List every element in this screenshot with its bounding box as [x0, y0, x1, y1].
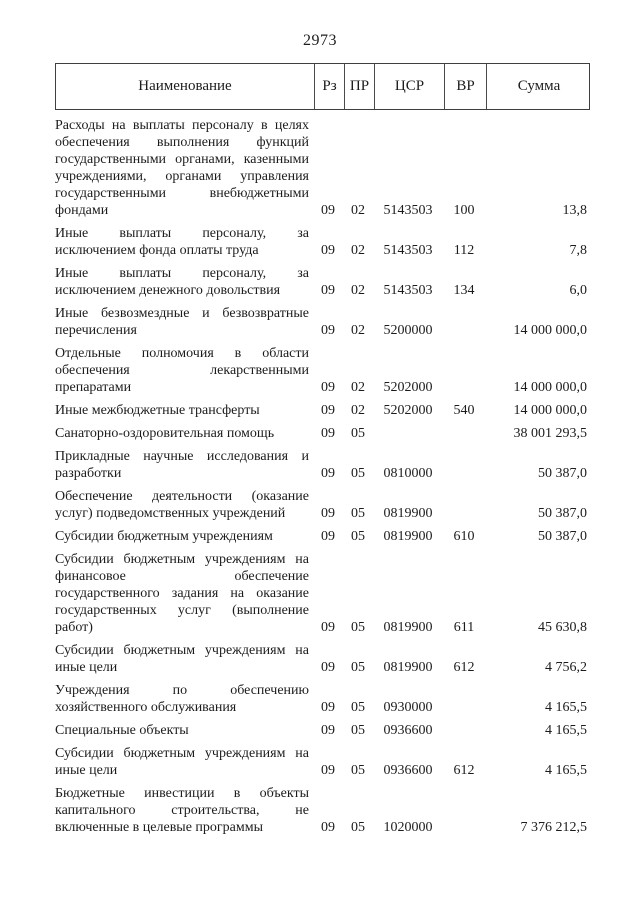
cell-sum: 38 001 293,5 [513, 426, 587, 441]
cell-sum: 4 756,2 [545, 660, 587, 675]
cell-vr: 610 [453, 529, 475, 544]
cell-vr: 612 [453, 763, 475, 778]
cell-pr: 05 [351, 660, 365, 675]
table-header-row [55, 63, 590, 110]
table-row [55, 117, 590, 219]
cell-rz: 09 [321, 243, 335, 258]
budget-table [55, 63, 590, 836]
cell-pr: 02 [351, 283, 365, 298]
cell-name: Субсидии бюджетным учреждениям на финансовое обеспечение государственного задания на оказание государственных услуг (выполнение работ) [55, 552, 309, 635]
table-row [55, 785, 590, 836]
cell-csr: 0936600 [383, 723, 433, 738]
cell-name: Прикладные научные исследования и разработки [55, 449, 309, 481]
cell-csr: 0819900 [383, 660, 433, 675]
cell-rz: 09 [321, 620, 335, 635]
cell-csr: 1020000 [383, 820, 433, 835]
cell-vr: 540 [453, 403, 475, 418]
table-row [55, 722, 590, 739]
header-cell-vr: ВР [444, 64, 486, 109]
cell-csr: 5200000 [383, 323, 433, 338]
table-row [55, 642, 590, 676]
cell-sum: 45 630,8 [538, 620, 587, 635]
table-body [55, 110, 590, 836]
cell-vr: 612 [453, 660, 475, 675]
cell-sum: 14 000 000,0 [513, 403, 587, 418]
cell-name: Обеспечение деятельности (оказание услуг) подведомственных учреждений [55, 489, 309, 521]
cell-name: Санаторно-оздоровительная помощь [55, 426, 275, 441]
cell-rz: 09 [321, 283, 335, 298]
cell-pr: 05 [351, 506, 365, 521]
cell-pr: 05 [351, 529, 365, 544]
header-cell-name: Наименование [138, 78, 232, 94]
cell-vr: 112 [453, 243, 475, 258]
cell-pr: 05 [351, 820, 365, 835]
cell-sum: 7 376 212,5 [520, 820, 587, 835]
cell-name: Иные межбюджетные трансферты [55, 403, 260, 418]
cell-sum: 50 387,0 [538, 506, 587, 521]
cell-sum: 14 000 000,0 [513, 323, 587, 338]
table-row [55, 488, 590, 522]
cell-name: Иные выплаты персоналу, за исключением фонда оплаты труда [55, 226, 309, 258]
cell-pr: 05 [351, 700, 365, 715]
table-row [55, 682, 590, 716]
cell-csr: 5202000 [383, 403, 433, 418]
cell-rz: 09 [321, 700, 335, 715]
header-cell-csr: ЦСР [374, 64, 444, 109]
cell-name: Специальные объекты [55, 723, 189, 738]
cell-csr: 5143503 [383, 243, 433, 258]
cell-rz: 09 [321, 380, 335, 395]
cell-rz: 09 [321, 323, 335, 338]
cell-csr: 0819900 [383, 506, 433, 521]
page-number: 2973 [303, 32, 337, 49]
cell-rz: 09 [321, 723, 335, 738]
cell-csr: 0936600 [383, 763, 433, 778]
cell-sum: 4 165,5 [545, 700, 587, 715]
cell-pr: 02 [351, 380, 365, 395]
cell-name: Субсидии бюджетным учреждениям [55, 529, 273, 544]
table-row [55, 225, 590, 259]
cell-vr: 100 [453, 203, 475, 218]
cell-csr: 0819900 [383, 529, 433, 544]
cell-name: Иные выплаты персоналу, за исключением денежного довольствия [55, 266, 309, 298]
header-cell-pr: ПР [344, 64, 374, 109]
cell-rz: 09 [321, 763, 335, 778]
cell-rz: 09 [321, 426, 335, 441]
cell-csr: 5143503 [383, 203, 433, 218]
cell-name: Субсидии бюджетным учреждениям на иные цели [55, 746, 309, 778]
cell-pr: 02 [351, 323, 365, 338]
table-row [55, 402, 590, 419]
table-row [55, 425, 590, 442]
cell-name: Отдельные полномочия в области обеспечения лекарственными препаратами [55, 346, 309, 395]
cell-csr: 5143503 [383, 283, 433, 298]
cell-name: Бюджетные инвестиции в объекты капитального строительства, не включенные в целевые программы [55, 786, 309, 835]
cell-rz: 09 [321, 529, 335, 544]
cell-sum: 50 387,0 [538, 529, 587, 544]
cell-pr: 05 [351, 620, 365, 635]
cell-name: Расходы на выплаты персоналу в целях обеспечения выполнения функций государственными органами, казенными учреждениями, органами управления государственными внебюджетными фондами [55, 118, 309, 218]
cell-rz: 09 [321, 203, 335, 218]
cell-vr: 134 [453, 283, 475, 298]
table-row [55, 305, 590, 339]
table-row [55, 265, 590, 299]
cell-name: Учреждения по обеспечению хозяйственного обслуживания [55, 683, 309, 715]
table-row [55, 551, 590, 636]
cell-sum: 6,0 [569, 283, 587, 298]
header-cell-sum: Сумма [486, 64, 591, 109]
cell-rz: 09 [321, 506, 335, 521]
cell-pr: 05 [351, 466, 365, 481]
cell-name: Субсидии бюджетным учреждениям на иные цели [55, 643, 309, 675]
cell-sum: 14 000 000,0 [513, 380, 587, 395]
cell-sum: 7,8 [569, 243, 587, 258]
table-row [55, 745, 590, 779]
cell-csr: 0819900 [383, 620, 433, 635]
cell-pr: 02 [351, 403, 365, 418]
cell-pr: 05 [351, 426, 365, 441]
cell-sum: 4 165,5 [545, 763, 587, 778]
cell-sum: 4 165,5 [545, 723, 587, 738]
cell-rz: 09 [321, 660, 335, 675]
cell-rz: 09 [321, 466, 335, 481]
cell-rz: 09 [321, 820, 335, 835]
cell-pr: 05 [351, 723, 365, 738]
cell-csr: 5202000 [383, 380, 433, 395]
table-row [55, 528, 590, 545]
cell-sum: 50 387,0 [538, 466, 587, 481]
cell-rz: 09 [321, 403, 335, 418]
header-cell-rz: Рз [314, 64, 344, 109]
cell-csr: 0810000 [383, 466, 433, 481]
cell-pr: 02 [351, 203, 365, 218]
cell-csr: 0930000 [383, 700, 433, 715]
cell-vr: 611 [453, 620, 475, 635]
cell-name: Иные безвозмездные и безвозвратные перечисления [55, 306, 309, 338]
table-row [55, 345, 590, 396]
cell-sum: 13,8 [562, 203, 587, 218]
cell-pr: 02 [351, 243, 365, 258]
cell-pr: 05 [351, 763, 365, 778]
table-row [55, 448, 590, 482]
